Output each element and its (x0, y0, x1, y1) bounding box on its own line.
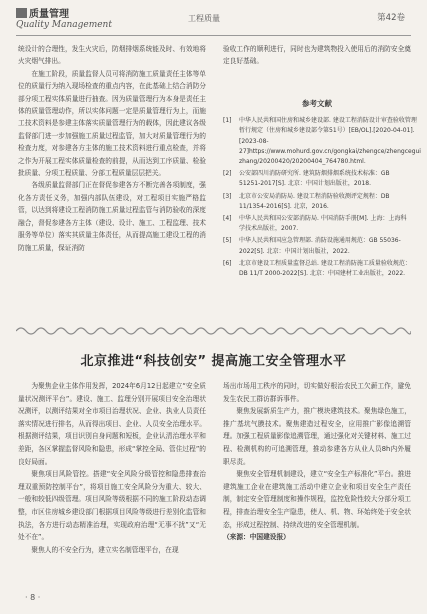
reference-item (223, 169, 411, 189)
reference-item (223, 192, 411, 212)
reference-text: 北京市公安局消防局. 建设工程消防验收测评定规程：DB 11/1354-2016[S]. 北京，2016. (239, 192, 390, 210)
page-number: · 8 · (25, 593, 41, 602)
journal-logo-icon (16, 8, 27, 18)
section-label: 工程质量 (188, 14, 220, 23)
reference-number: [6] (223, 259, 232, 267)
references-title: 参考文献 (302, 98, 332, 108)
article-source: （来源：中国建设报） (223, 533, 290, 542)
reference-text: 中华人民共和国公安部消防局. 中国消防手册[M]. 上海：上海科学技术出版社，2007. (239, 215, 407, 233)
page-header (0, 0, 427, 40)
article-paragraph: 聚焦人的不安全行为，建立实名制管理平台，在现 (31, 545, 179, 554)
right-column (223, 43, 421, 281)
article-paragraph: 为聚焦企业主体作用发挥，2024年6月12日起建立“安全质量状况测评平台”。建设、施工、监理分别开展项目安全治理状况测评，以测评结果对全市项目治理状况、企业、执业人员责任落实情况进行排名，从而得出项目、企业、人员安全治理水平。根据测评结果，项目识别自身问题和短板，企业认清治理水平和差距，各区掌握监督风险和隐患，形成“掌控全局、管住过程”的良好局面。 (18, 382, 206, 466)
article-paragraph: 聚焦安全管理机制建设，建立“安全生产标准化”平台。推进建筑施工企业在建筑施工活动中建立企业和项目安全生产责任制，制定安全管理制度和操作规程，监控危险性较大分部分项工程，排查治理安全生产隐患，使人、机、物、环始终处于安全状态，形成过程控制、持续改进的安全管理机制。 (223, 470, 411, 529)
journal-logo-title: 质量管理 (29, 9, 69, 20)
article-paragraph: 聚焦发展新质生产力，推广模块建筑技术。聚焦绿色施工，推广基坑气膜技术。聚焦建造过程安全，应用推广影像追溯管理。加强工程质量影像追溯管理，通过强化对关键材料、施工过程、检测机构的可追溯管理，推动参建各方从业人员8h内外履职尽责。 (223, 407, 411, 466)
article-paragraph: 聚焦项目风险管控。搭建“安全风险分级管控和隐患排查治理双重预防控制平台”，将项目施工安全风险分为重大、较大、一般和较低四级管理。项目风险等级根据不同的施工阶段动态调整，市区住房城乡建设部门根据项目风险等级进行差别化监管和执法，各方进行动态精准治理，实现政府治理“无事不扰”又“无处不在”。 (18, 470, 206, 542)
reference-item (223, 214, 411, 234)
reference-text: 中华人民共和国住房和城乡建设部. 建设工程消防设计审查验收管理暂行规定（住房和城乡建设部令第51号）[EB/OL].[2020-04-01].[2023-08-27]https://www.mohurd.gov.cn/gongkai/zhengce/zhengcegui zhang/20200420/20200404_764780.html. (239, 117, 421, 166)
header-divider (16, 35, 411, 36)
wave-divider (16, 325, 411, 337)
reference-number: [4] (223, 215, 232, 223)
article-right-column (223, 380, 411, 544)
body-paragraph: 各级质量监督部门正在督促参建各方不断完善各项制度，强化各方责任义务，加强内部队伍建设，对工程项目实施严格监管，以达到将建设工程消防施工质量过程监管与消防验收的深度融合，督促参建各方主体（建设、设计、施工、工程监理、技术服务等单位）落实其质量主体责任，从而提高施工建设工程的消防施工质量，保证消防 (18, 181, 206, 252)
reference-text: 公安部四川消防研究所. 建筑防烟排烟系统技术标准：GB 51251-2017[S]. 北京：中国计划出版社，2018. (239, 170, 390, 188)
article-title: 北京推进“科技创安” 提高施工安全管理水平 (80, 354, 347, 369)
reference-text: 中华人民共和国应急管理部. 消防设施通用规范：GB 55036-2022[S]. 北京：中国计划出版社，2022. (239, 237, 401, 255)
reference-number: [1] (223, 117, 232, 125)
reference-text: 北京市建设工程质量监督总站. 建设工程消防施工质量验收规范：DB 11/T 2000-2022[S]. 北京：中国建材工业出版社，2022. (239, 259, 411, 278)
reference-number: [3] (223, 192, 232, 200)
article-paragraph: 场出市场用工秩序的同时，切实做好根治农民工欠薪工作，避免发生农民工群访群诉事件。 (223, 382, 411, 403)
reference-item (223, 259, 411, 279)
body-paragraph: 在施工阶段，质量监督人员可将消防施工质量责任主体等单位的质量行为纳入现场检查的重点内容，在此基础上结合消防分部分项工程实体质量进行抽查。因为质量管理行为本身是责任主体的质量管理动作，所以实体问题一定是质量管理行为上，而施工技术资料是参建主体落实质量管理行为的载体，因此建议各级监督部门进一步加强施工质量过程监管，加大对质量管理行为的检查力度，对参建各方主体的施工技术资料进行重点检查，并将之作为开展工程实体质量检查的前提，从而达到工序质量、检验批质量、分项工程质量、分部工程质量层层把关。 (18, 69, 206, 178)
article-left-column (18, 380, 206, 556)
body-paragraph: 统设计的合理性，发生火灾后，防烟排烟系统能及时、有效地将火灾烟气排出。 (18, 45, 206, 66)
reference-number: [2] (223, 170, 232, 178)
volume-label: 第42卷 (377, 13, 405, 23)
left-column (18, 43, 206, 254)
reference-item (223, 236, 411, 256)
body-paragraph: 验收工作的顺利进行，同时也为建筑物投入使用后的消防安全奠定良好基础。 (223, 45, 411, 66)
journal-logo-subtitle: Quality Management (16, 20, 112, 30)
reference-number: [5] (223, 237, 232, 245)
reference-list (223, 116, 421, 279)
reference-item (223, 116, 421, 167)
